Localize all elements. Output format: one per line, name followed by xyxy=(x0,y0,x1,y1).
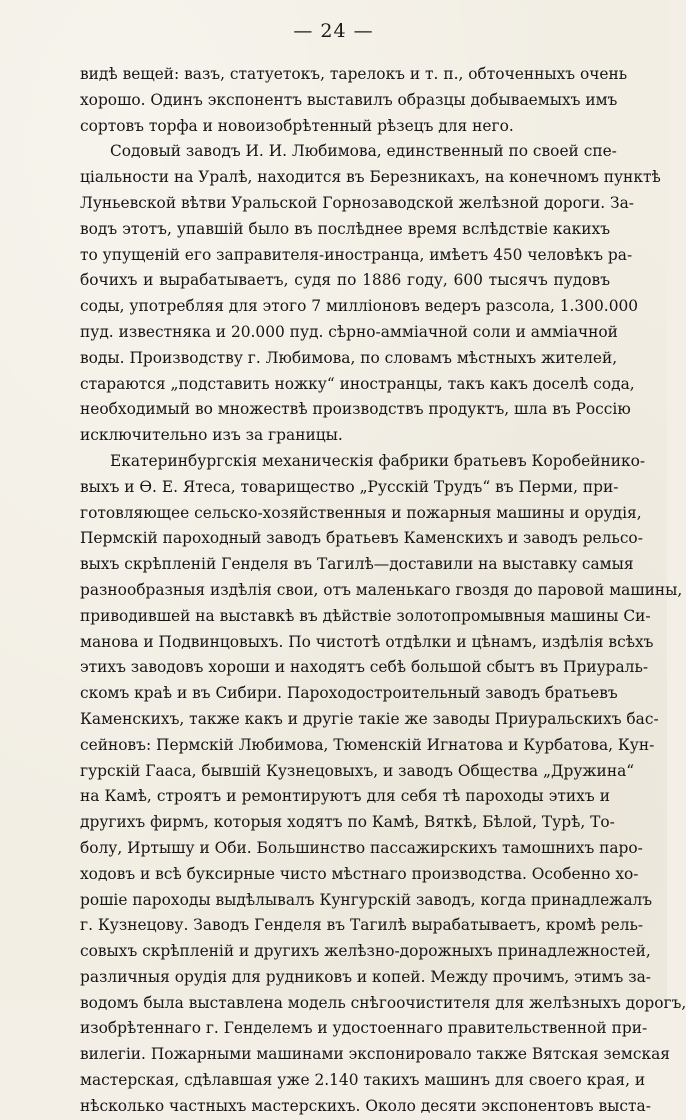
body-text xyxy=(80,62,686,1120)
text-line: хорошо. Одинъ экспонентъ выставилъ образцы добываемыхъ имъ xyxy=(80,90,618,109)
text-line: разнообразныя издѣлія свои, отъ маленькаго гвоздя до паровой машины, xyxy=(80,580,683,599)
text-line: сейновъ: Пермскій Любимова, Тюменскій Игнатова и Курбатова, Кун- xyxy=(80,735,655,754)
text-line: выхъ скрѣпленій Генделя въ Тагилѣ—доставили на выставку самыя xyxy=(80,555,634,574)
text-line: скомъ краѣ и въ Сибири. Пароходостроительный заводъ братьевъ xyxy=(80,684,618,703)
paragraph xyxy=(80,449,686,1120)
text-line: видѣ вещей: вазъ, статуетокъ, тарелокъ и т. п., обточенныхъ очень xyxy=(80,65,628,83)
text-line: соды, употребляя для этого 7 милліоновъ ведеръ разсола, 1.300.000 xyxy=(80,297,639,316)
text-line: ціальности на Уралѣ, находится въ Березникахъ, на конечномъ пунктѣ xyxy=(80,168,661,187)
text-line: пуд. известняка и 20.000 пуд. сѣрно-аммiачной соли и аммiачной xyxy=(80,322,618,341)
text-line: мастерская, сдѣлавшая уже 2.140 такихъ машинъ для своего края, и xyxy=(80,1071,646,1090)
text-line: Содовый заводъ И. И. Любимова, единственный по своей спе- xyxy=(110,142,617,161)
text-line: стараются „подставить ножку“ иностранцы, такъ какъ доселѣ сода, xyxy=(80,374,635,393)
text-line: водъ этотъ, упавшій было въ послѣднее время вслѣдствіе какихъ xyxy=(80,219,610,238)
text-line: исключительно изъ за границы. xyxy=(80,426,343,445)
text-line: Каменскихъ, также какъ и другіе такіе же заводы Приуральскихъ бас- xyxy=(80,709,659,728)
text-line: различныя орудія для рудниковъ и копей. Между прочимъ, этимъ за- xyxy=(80,967,651,986)
text-line: водомъ была выставлена модель снѣгоочистителя для желѣзныхъ дорогъ, xyxy=(80,993,686,1012)
text-line: бочихъ и вырабатываетъ, судя по 1886 году, 600 тысячъ пудовъ xyxy=(80,271,610,290)
text-line: сортовъ торфа и новоизобрѣтенный рѣзецъ для него. xyxy=(80,116,514,135)
text-line: ходовъ и всѣ буксирные чисто мѣстнаго производства. Особенно хо- xyxy=(80,864,639,883)
text-line: вилегіи. Пожарными машинами экспонировало также Вятская земская xyxy=(80,1045,671,1064)
text-line: изобрѣтеннаго г. Генделемъ и удостоеннаго правительственной при- xyxy=(80,1019,648,1038)
text-line: приводившей на выставкѣ въ дѣйствіе золотопромывныя машины Си- xyxy=(80,606,651,625)
text-line: г. Кузнецову. Заводъ Генделя въ Тагилѣ вырабатываетъ, кромѣ рель- xyxy=(80,916,644,935)
paragraph xyxy=(80,62,628,139)
text-line: рошіе пароходы выдѣлывалъ Кунгурскій заводъ, когда принадлежалъ xyxy=(80,890,653,909)
paragraph xyxy=(80,139,661,449)
text-line: нѣсколько частныхъ мастерскихъ. Около десяти экспонентовъ выста- xyxy=(80,1096,651,1115)
page-number: — 24 — xyxy=(293,20,374,42)
text-line: болу, Иртышу и Оби. Большинство пассажирскихъ тамошнихъ паро- xyxy=(80,838,643,857)
text-line: другихъ фирмъ, которыя ходятъ по Камѣ, Вяткѣ, Бѣлой, Турѣ, То- xyxy=(80,813,615,832)
text-line: совыхъ скрѣпленій и другихъ желѣзно-дорожныхъ принадлежностей, xyxy=(80,942,651,961)
text-line: этихъ заводовъ хороши и находятъ себѣ большой сбытъ въ Приураль- xyxy=(80,658,649,677)
text-line: готовляющее сельско-хозяйственныя и пожарныя машины и орудія, xyxy=(80,503,642,522)
text-line: Екатеринбургскія механическія фабрики братьевъ Коробейнико- xyxy=(110,451,646,470)
text-line: выхъ и Ѳ. Е. Ятеса, товарищество „Русскій Трудъ“ въ Перми, при- xyxy=(80,477,619,496)
text-line: то упущеній его заправителя-иностранца, имѣетъ 450 человѣкъ ра- xyxy=(80,245,633,264)
text-line: манова и Подвинцовыхъ. По чистотѣ отдѣлки и цѣнамъ, издѣлія всѣхъ xyxy=(80,632,654,651)
text-line: на Камѣ, строятъ и ремонтируютъ для себя тѣ пароходы этихъ и xyxy=(80,787,610,806)
text-line: гурскій Гааса, бывшій Кузнецовыхъ, и заводъ Общества „Дружина“ xyxy=(80,761,635,780)
text-line: необходимый во множествѣ производствъ продуктъ, шла въ Россію xyxy=(80,400,631,419)
text-line: Пермскій пароходный заводъ братьевъ Каменскихъ и заводъ рельсо- xyxy=(80,529,643,548)
text-line: Луньевской вѣтви Уральской Горнозаводской желѣзной дороги. За- xyxy=(80,193,634,212)
text-line: воды. Производству г. Любимова, по словамъ мѣстныхъ жителей, xyxy=(80,348,618,367)
